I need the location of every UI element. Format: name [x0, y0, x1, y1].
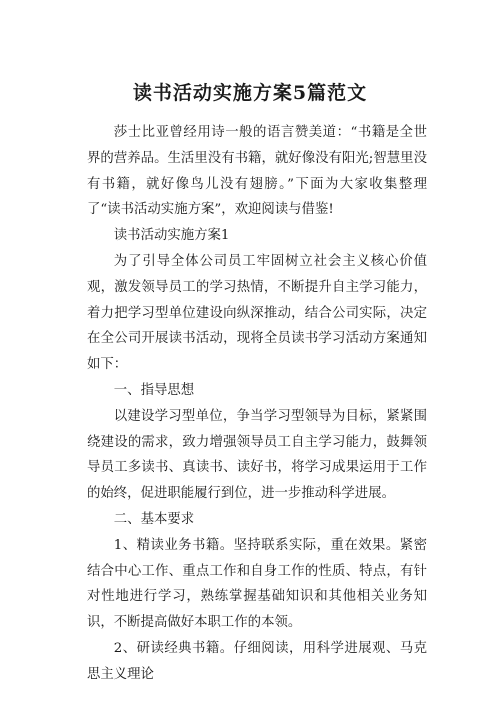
section-heading-basic-requirements: 二、基本要求	[113, 511, 195, 527]
intro-paragraph: 莎士比亚曾经用诗一般的语言赞美道：“书籍是全世界的营养品。生活里没有书籍，就好像没有阳光;智慧里没有书籍，就好像鸟儿没有翅膀。”下面为大家收集整理了“读书活动实施方案”，欢迎阅读与借鉴!	[87, 125, 427, 218]
guiding-ideology-paragraph: 以建设学习型单位，争当学习型领导为目标，紧紧围绕建设的需求，致力增强领导员工自主学习能力，鼓舞领导员工多读书、真读书、读好书，将学习成果运用于工作的始终，促进职能履行到位，进一步推动科学进展。	[87, 408, 427, 502]
document-title: 读书活动实施方案5篇范文	[132, 82, 368, 104]
requirement-2-paragraph: 2、研读经典书籍。仔细阅读，用科学进展观、马克思主义理论	[87, 640, 427, 682]
plan-1-intro-paragraph: 为了引导全体公司员工牢固树立社会主义核心价值观，激发领导员工的学习热情，不断提升自主学习能力，着力把学习型单位建设向纵深推动，结合公司实际，决定在全公司开展读书活动，现将全员读书学习活动方案通知如下：	[87, 253, 427, 373]
section-heading-plan-1: 读书活动实施方案1	[113, 228, 230, 244]
document-body	[87, 120, 427, 688]
section-heading-guiding-ideology: 一、指导思想	[113, 382, 195, 398]
requirement-1-paragraph: 1、精读业务书籍。坚持联系实际，重在效果。紧密结合中心工作、重点工作和自身工作的性质、特点，有针对性地进行学习，熟练掌握基础知识和其他相关业务知识，不断提高做好本职工作的本领。	[87, 537, 427, 631]
